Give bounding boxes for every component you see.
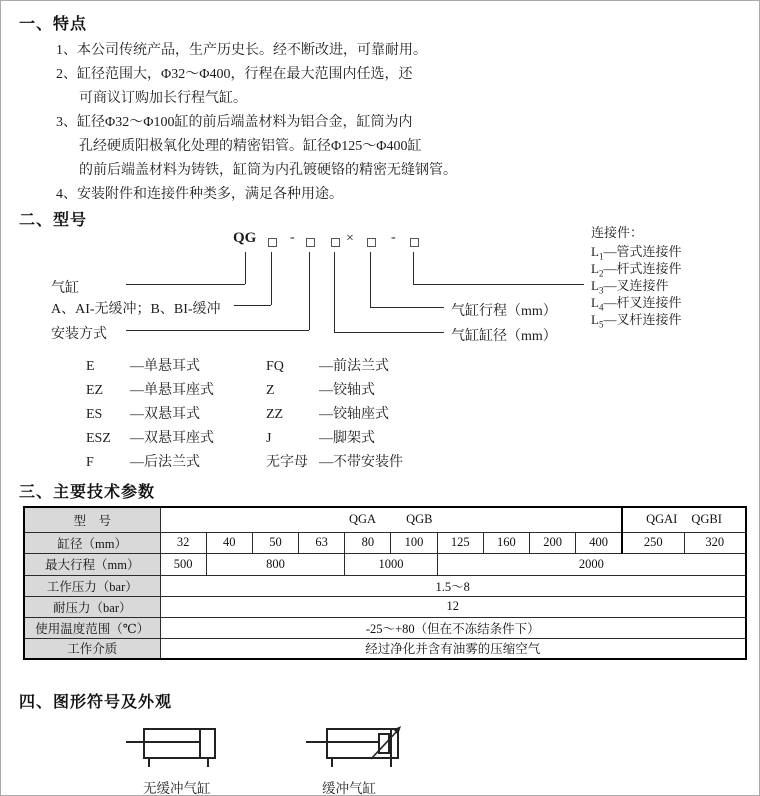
mounting-code: EZ	[86, 383, 104, 398]
spec-cell: 320	[684, 532, 746, 553]
mounting-options-col1	[86, 355, 214, 475]
placeholder-box	[410, 238, 419, 247]
mounting-code: ES	[86, 407, 103, 422]
foot-tick	[207, 759, 209, 767]
model-name: QGB	[406, 512, 433, 527]
spec-cell: 50	[252, 532, 298, 553]
spec-cell: 200	[530, 532, 576, 553]
table-row-pressure	[24, 575, 746, 596]
label-stroke: 气缸行程（mm）	[451, 304, 557, 319]
table-row-proof-pressure	[24, 596, 746, 617]
mounting-desc: —单悬耳式	[130, 359, 200, 374]
spec-cell: 1000	[345, 553, 437, 575]
spec-table	[23, 506, 747, 660]
mounting-desc: —双悬耳式	[130, 407, 200, 422]
label-bore: 气缸缸径（mm）	[451, 329, 557, 344]
section4-heading: 四、图形符号及外观	[19, 694, 173, 711]
spec-cell: 800	[206, 553, 345, 575]
feature-text-line: 4、安装附件和连接件种类多，满足各种用途。	[56, 187, 343, 202]
connector-code: L	[591, 261, 599, 276]
spec-cell: 63	[299, 532, 345, 553]
leader-line	[413, 252, 414, 284]
connectors-title: 连接件：	[591, 225, 644, 240]
caption-plain-cylinder: 无缓冲气缸	[143, 781, 211, 796]
piston-rod-line	[126, 741, 201, 743]
leader-line	[334, 252, 335, 332]
connector-code: L	[591, 295, 599, 310]
connector-desc: —管式连接件	[603, 244, 682, 259]
mounting-options-col2	[266, 355, 403, 475]
spec-cell: 32	[160, 532, 206, 553]
dash-sign: -	[391, 230, 396, 245]
mounting-desc: —双悬耳座式	[130, 431, 214, 446]
leader-line	[370, 252, 371, 307]
connector-desc: —叉连接件	[603, 278, 669, 293]
connector-sub: 5	[598, 319, 604, 330]
spec-cell: -25～+80（但在不冻结条件下）	[160, 617, 746, 638]
leader-line	[126, 330, 309, 331]
adjust-arrow-icon	[363, 716, 407, 764]
connector-code: L	[591, 244, 599, 259]
foot-tick	[148, 759, 150, 767]
spec-row-header: 耐压力（bar）	[24, 596, 160, 617]
leader-line	[413, 284, 584, 285]
spec-row-header: 型 号	[24, 507, 160, 532]
mounting-option-row	[86, 355, 214, 379]
mounting-option-row	[86, 427, 214, 451]
connector-sub: 2	[598, 268, 604, 279]
label-cushion-variants: A、AI-无缓冲；B、BI-缓冲	[51, 302, 221, 317]
feature-text-line: 可商议订购加长行程气缸。	[79, 91, 247, 106]
mounting-desc: —单悬耳座式	[130, 383, 214, 398]
dash-sign: -	[290, 230, 295, 245]
mounting-option-row	[266, 379, 403, 403]
label-mounting: 安装方式	[51, 327, 107, 342]
mounting-desc: —不带安装件	[319, 455, 403, 470]
connector-sub: 3	[598, 285, 604, 296]
spec-row-header: 最大行程（mm）	[24, 553, 160, 575]
connector-sub: 1	[598, 251, 604, 262]
spec-cell: 160	[483, 532, 529, 553]
cylinder-body	[143, 728, 216, 759]
connector-code: L	[591, 278, 599, 293]
spec-row-header: 缸径（mm）	[24, 532, 160, 553]
mounting-desc: —铰轴式	[319, 383, 375, 398]
piston-line	[199, 728, 201, 759]
leader-line	[271, 252, 272, 305]
mounting-code: E	[86, 359, 95, 374]
model-group-alt	[622, 507, 746, 532]
placeholder-box	[306, 238, 315, 247]
feature-text-line: 2、缸径范围大，Φ32～Φ400，行程在最大范围内任选，还	[56, 67, 413, 82]
model-name: QGBI	[691, 512, 722, 527]
leader-line	[370, 307, 444, 308]
leader-line	[234, 305, 271, 306]
section1-heading: 一、特点	[19, 16, 88, 33]
model-name: QGAI	[646, 512, 678, 527]
connector-item	[591, 309, 681, 330]
mounting-code: F	[86, 455, 94, 470]
connector-desc: —杆叉连接件	[603, 295, 682, 310]
foot-tick	[331, 759, 333, 767]
mounting-desc: —铰轴座式	[319, 407, 389, 422]
spec-cell: 500	[160, 553, 206, 575]
mounting-code: Z	[266, 383, 275, 398]
spec-cell: 100	[391, 532, 437, 553]
mounting-code: ESZ	[86, 431, 111, 446]
mounting-option-row	[266, 355, 403, 379]
leader-line	[126, 284, 245, 285]
model-prefix: QG	[233, 230, 257, 246]
mounting-desc: —前法兰式	[319, 359, 389, 374]
feature-text-line: 1、本公司传统产品，生产历史长。经不断改进，可靠耐用。	[56, 43, 427, 58]
mounting-option-row	[266, 451, 403, 475]
table-row-bore	[24, 532, 746, 553]
spec-row-header: 工作压力（bar）	[24, 575, 160, 596]
spec-table-wrap	[23, 506, 747, 660]
spec-cell: 经过净化并含有油雾的压缩空气	[160, 638, 746, 659]
table-row-model	[24, 507, 746, 532]
placeholder-box	[268, 238, 277, 247]
mounting-option-row	[86, 451, 214, 475]
mounting-code: 无字母	[266, 455, 308, 470]
table-row-stroke	[24, 553, 746, 575]
spec-cell: 12	[160, 596, 746, 617]
table-row-temp	[24, 617, 746, 638]
times-sign: ×	[346, 231, 354, 246]
leader-line	[245, 252, 246, 284]
spec-cell: 125	[437, 532, 483, 553]
connector-sub: 4	[598, 302, 604, 313]
placeholder-box	[331, 238, 340, 247]
connector-desc: —叉杆连接件	[603, 312, 682, 327]
spec-cell: 250	[622, 532, 684, 553]
mounting-desc: —脚架式	[319, 431, 375, 446]
spec-cell: 400	[576, 532, 622, 553]
caption-cushioned-cylinder: 缓冲气缸	[322, 781, 376, 796]
mounting-code: ZZ	[266, 407, 284, 422]
mounting-code: FQ	[266, 359, 284, 374]
placeholder-box	[367, 238, 376, 247]
mounting-code: J	[266, 431, 272, 446]
spec-cell: 2000	[437, 553, 746, 575]
model-group-main	[160, 507, 622, 532]
feature-text-line: 的前后端盖材料为铸铁，缸筒为内孔镀硬铬的精密无缝钢管。	[79, 163, 457, 178]
mounting-option-row	[86, 379, 214, 403]
table-row-medium	[24, 638, 746, 659]
label-cylinder: 气缸	[51, 281, 79, 296]
section2-heading: 二、型号	[19, 212, 88, 229]
feature-text-line: 3、缸径Φ32～Φ100缸的前后端盖材料为铝合金，缸筒为内	[56, 115, 413, 130]
spec-row-header: 使用温度范围（℃）	[24, 617, 160, 638]
leader-line	[309, 252, 310, 330]
connector-desc: —杆式连接件	[603, 261, 682, 276]
spec-cell: 1.5～8	[160, 575, 746, 596]
leader-line	[334, 332, 444, 333]
mounting-option-row	[86, 403, 214, 427]
connector-code: L	[591, 312, 599, 327]
mounting-option-row	[266, 403, 403, 427]
spec-cell: 40	[206, 532, 252, 553]
section3-heading: 三、主要技术参数	[19, 484, 156, 501]
mounting-desc: —后法兰式	[130, 455, 200, 470]
spec-row-header: 工作介质	[24, 638, 160, 659]
model-name: QGA	[349, 512, 377, 527]
feature-text-line: 孔经硬质阳极氧化处理的精密铝管。缸径Φ125～Φ400缸	[79, 139, 422, 154]
spec-cell: 80	[345, 532, 391, 553]
mounting-option-row	[266, 427, 403, 451]
